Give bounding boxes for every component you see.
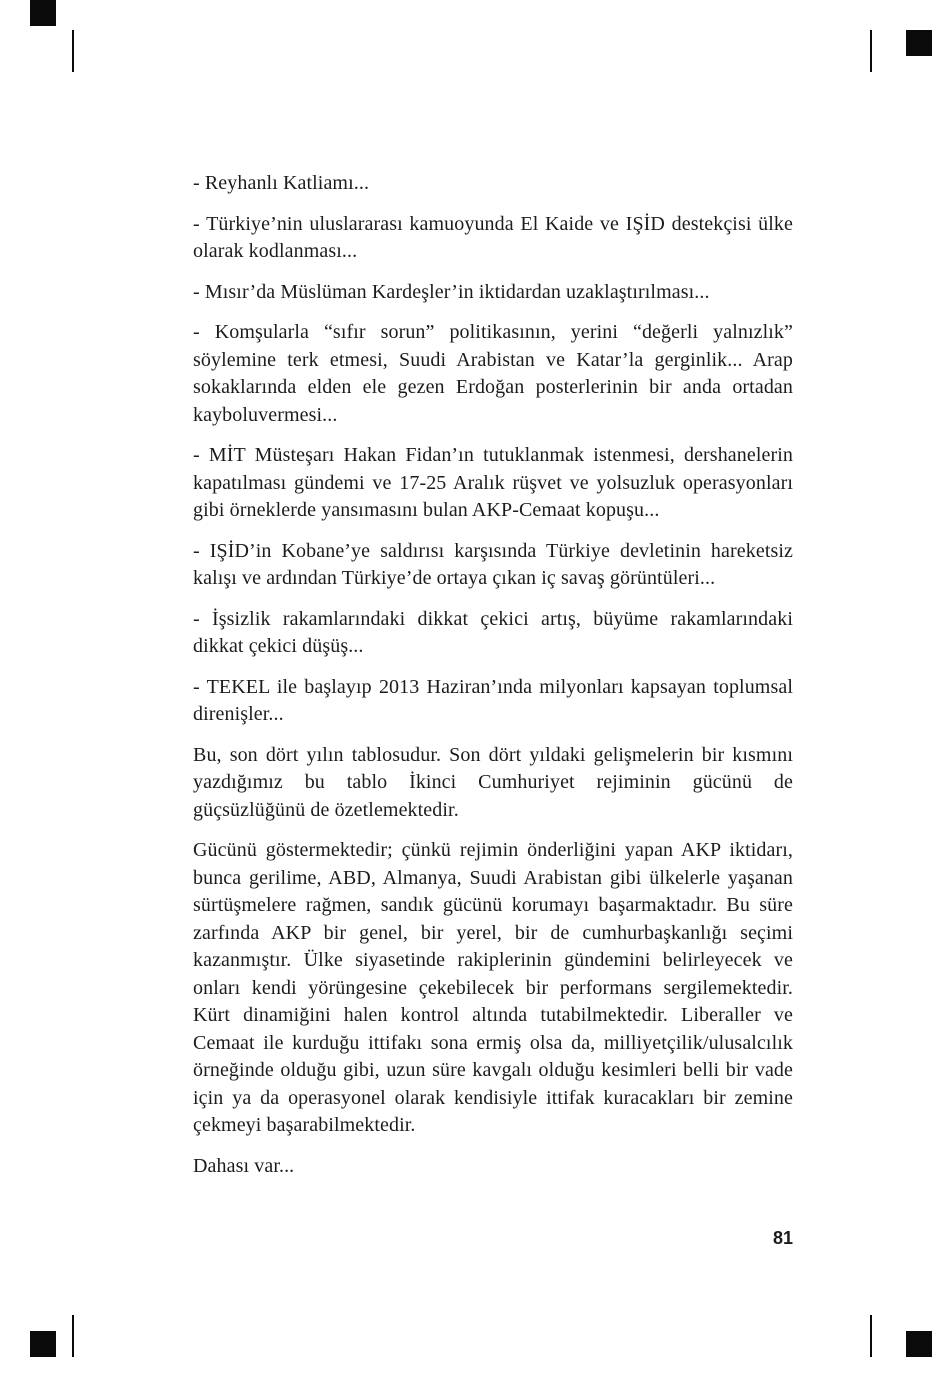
list-item-paragraph: - İşsizlik rakamlarındaki dikkat çekici artış, büyüme rakamlarındaki dikkat çekici düşüş... [193, 607, 793, 657]
list-item-paragraph: - Türkiye’nin uluslararası kamuoyunda El Kaide ve IŞİD destekçisi ülke olarak kodlanması... [193, 212, 793, 262]
crop-mark-top-right-square [906, 30, 932, 56]
crop-mark-top-right-line [870, 30, 872, 72]
crop-mark-bottom-left-square [30, 1331, 56, 1357]
list-item-paragraph: - Mısır’da Müslüman Kardeşler’in iktidardan uzaklaştırılması... [193, 280, 710, 303]
body-paragraph: Gücünü göstermektedir; çünkü rejimin önderliğini yapan AKP iktidarı, bunca gerilime, ABD, Almanya, Suudi Arabistan gibi ülkelerle yaşanan sürtüşmelere rağmen, sandık gücünü korumayı başarmaktadır. Bu süre zarfında AKP bir genel, bir yerel, bir de cumhurbaşkanlığı seçimi kazanmıştır. Ülke siyasetinde rakiplerinin gündemini belirleyecek ve onları kendi yörüngesine çekebilecek bir performans sergilemektedir. Kürt dinamiğini halen kontrol altında tutabilmektedir. Liberaller ve Cemaat ile kurduğu ittifakı sona ermiş olsa da, milliyetçilik/ulusalcılık örneğinde olduğu gibi, uzun süre kavgalı olduğu kesimleri belli bir vade için ya da operasyonel olarak kendisiyle ittifak kuracakları bir zemine çekmeyi başarabilmektedir. [193, 839, 793, 1136]
list-item-paragraph: - TEKEL ile başlayıp 2013 Haziran’ında milyonları kapsayan toplumsal direnişler... [193, 675, 793, 725]
body-paragraph: Dahası var... [193, 1154, 295, 1177]
page-number: 81 [772, 1228, 793, 1248]
crop-mark-top-left-line [72, 30, 74, 72]
body-paragraph: Bu, son dört yılın tablosudur. Son dört yıldaki gelişmelerin bir kısmını yazdığımız bu tablo İkinci Cumhuriyet rejiminin gücünü de güçsüzlüğünü de özetlemektedir. [193, 743, 793, 821]
list-item-paragraph: - Komşularla “sıfır sorun” politikasının, yerini “değerli yalnızlık” söylemine terk etmesi, Suudi Arabistan ve Katar’la gerginlik... Arap sokaklarında elden ele gezen Erdoğan posterlerinin bir anda ortadan kayboluvermesi... [193, 321, 793, 426]
list-item-paragraph: - Reyhanlı Katliamı... [193, 172, 370, 194]
list-item-paragraph: - IŞİD’in Kobane’ye saldırısı karşısında Türkiye devletinin hareketsiz kalışı ve ardından Türkiye’de ortaya çıkan iç savaş görüntüleri... [193, 539, 793, 589]
text-block [193, 170, 793, 1193]
crop-mark-bottom-right-square [906, 1331, 932, 1357]
crop-mark-bottom-right-line [870, 1315, 872, 1357]
crop-mark-bottom-left-line [72, 1315, 74, 1357]
list-item-paragraph: - MİT Müsteşarı Hakan Fidan’ın tutuklanmak istenmesi, dershanelerin kapatılması gündemi ve 17-25 Aralık rüşvet ve yolsuzluk operasyonları gibi örneklerde yansımasını bulan AKP-Cemaat kopuşu... [193, 444, 793, 521]
crop-mark-top-left-square [30, 0, 56, 26]
